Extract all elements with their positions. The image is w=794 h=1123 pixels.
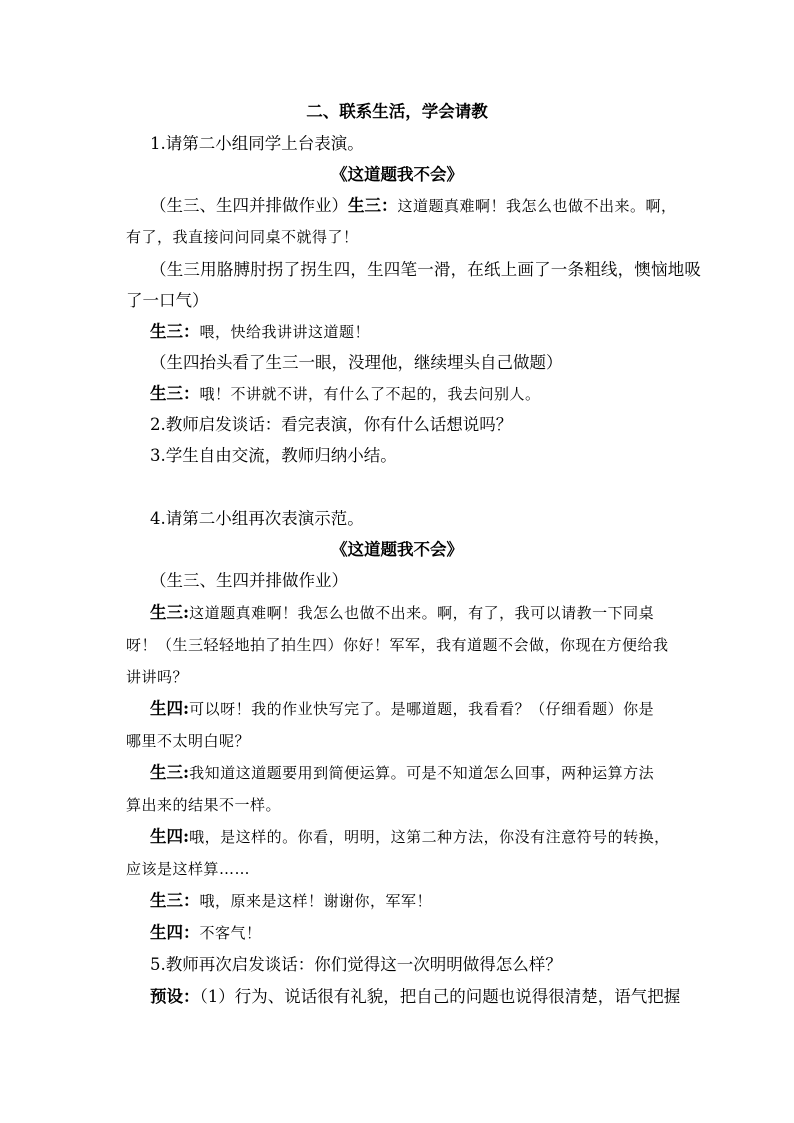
play-1-line-4 <box>150 382 680 406</box>
play-2-line-d1 <box>150 825 680 849</box>
speaker-label: 生四: <box>150 827 190 846</box>
play-2-line-a2: 呀！（生三轻轻地拍了拍生四）你好！军军，我有道题不会做，你现在方便给我 <box>126 636 669 654</box>
play-1-stage-2b: 了一口气） <box>126 291 209 310</box>
item-1: 1.请第二小组同学上台表演。 <box>150 134 364 153</box>
dialogue-text: 不客气！ <box>199 924 262 942</box>
play-2-line-b2: 哪里不太明白呢？ <box>126 732 251 750</box>
preset-text: （1）行为、说话很有礼貌，把自己的问题也说得很清楚，语气把握 <box>199 987 681 1006</box>
preset-line <box>150 985 680 1009</box>
play-2-title: 《这道题我不会》 <box>331 540 463 559</box>
play-1-stage-3: （生四抬头看了生三一眼，没理他，继续埋头自己做题） <box>150 353 563 372</box>
dialogue-text: 我知道这道题要用到简便运算。可是不知道怎么回事，两种运算方法 <box>189 764 655 782</box>
speaker-label: 生三： <box>348 196 398 215</box>
speaker-label: 生三： <box>150 322 200 341</box>
dialogue-text: 可以呀！我的作业快写完了。是哪道题，我看看？（仔细看题）你是 <box>189 700 655 718</box>
play-2-line-b1 <box>150 697 680 721</box>
dialogue-text: 喂，快给我讲讲这道题！ <box>199 323 371 341</box>
speaker-label: 生三： <box>150 384 200 403</box>
preset-label: 预设： <box>150 987 200 1006</box>
item-4: 4.请第二小组再次表演示范。 <box>150 509 364 528</box>
play-2-line-e <box>150 889 680 913</box>
play-2-line-a1 <box>150 601 680 625</box>
play-1-line-3 <box>150 320 680 344</box>
item-5: 5.教师再次启发谈话：你们觉得这一次明明做得怎么样？ <box>150 955 562 974</box>
play-2-line-d2: 应该是这样算…… <box>126 860 251 878</box>
dialogue-text: 哦，原来是这样！谢谢你，军军！ <box>199 892 433 910</box>
item-3: 3.学生自由交流，教师归纳小结。 <box>150 446 397 465</box>
dialogue-text: 这道题真难啊！我怎么也做不出来。啊， <box>397 197 677 215</box>
play-1-stage-2a: （生三用胳膊肘拐了拐生四，生四笔一滑，在纸上画了一条粗线，懊恼地吸 <box>150 260 702 279</box>
play-2-line-a3: 讲讲吗？ <box>126 668 189 686</box>
speaker-label: 生四： <box>150 923 200 942</box>
play-2-line-c2: 算出来的结果不一样。 <box>126 796 282 814</box>
speaker-label: 生三: <box>150 603 190 622</box>
speaker-label: 生四: <box>150 699 190 718</box>
play-2-line-c1 <box>150 761 680 785</box>
stage-direction: （生三、生四并排做作业） <box>150 196 348 215</box>
speaker-label: 生三： <box>150 891 200 910</box>
play-1-line-2: 有了，我直接问问同桌不就得了！ <box>126 228 359 246</box>
play-1-line-1 <box>150 194 680 218</box>
dialogue-text: 这道题真难啊！我怎么也做不出来。啊，有了，我可以请教一下同桌 <box>189 604 655 622</box>
section-title: 二、联系生活，学会请教 <box>306 102 488 121</box>
play-2-stage-1: （生三、生四并排做作业） <box>150 571 348 590</box>
item-2: 2.教师启发谈话：看完表演，你有什么话想说吗？ <box>150 415 513 434</box>
dialogue-text: 哦！不讲就不讲，有什么了不起的，我去问别人。 <box>199 385 541 403</box>
dialogue-text: 哦，是这样的。你看，明明，这第二种方法，你没有注意符号的转换， <box>189 828 670 846</box>
play-2-line-f <box>150 921 680 945</box>
play-1-title: 《这道题我不会》 <box>331 165 463 184</box>
speaker-label: 生三: <box>150 763 190 782</box>
